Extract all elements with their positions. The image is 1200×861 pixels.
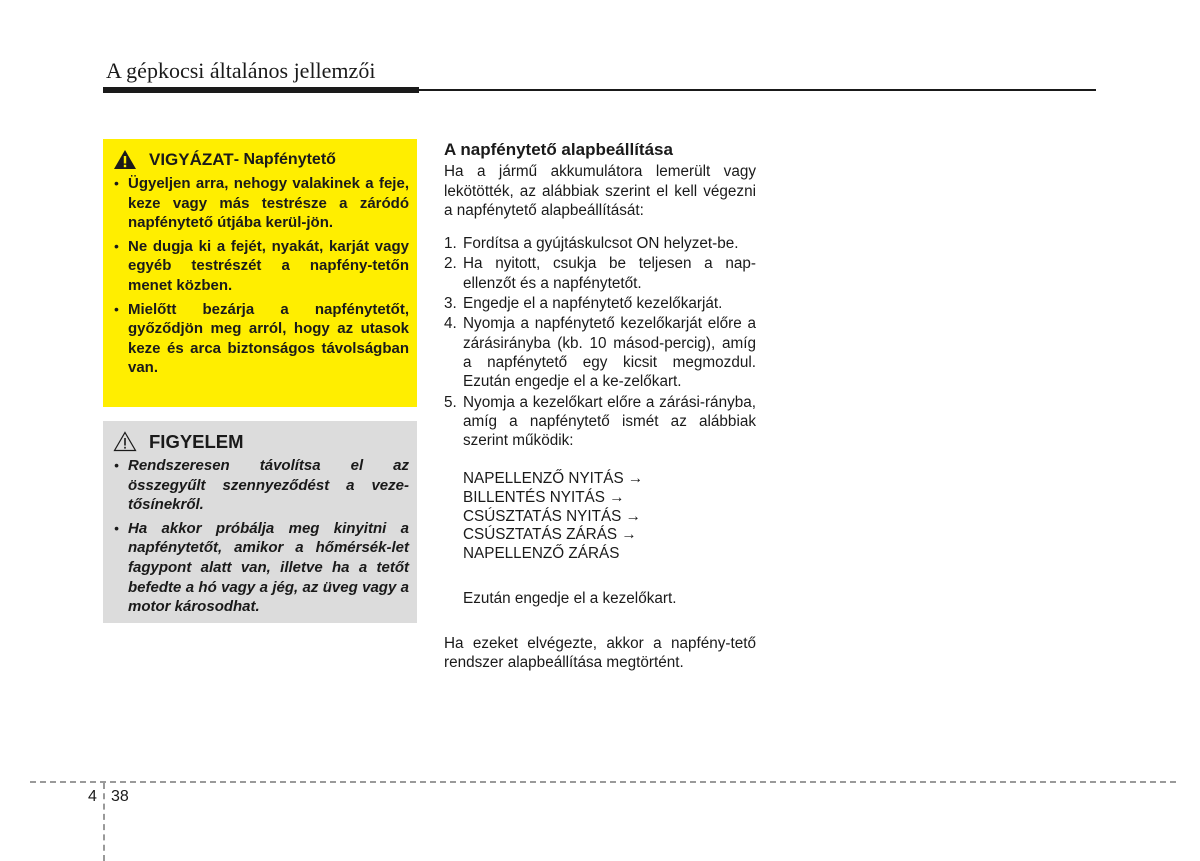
mode-line: NAPELLENZŐ NYITÁS → xyxy=(463,470,644,488)
caution-item: • Ha akkor próbálja meg kinyitni a napfénytetőt, amikor a hőmérsék-let fagypont alatt van, illetve ha a tetőt befedte a hó vagy a jég, az üveg vagy a motor károsodhat. xyxy=(113,519,409,617)
footer-vertical-dashed-rule xyxy=(103,783,105,861)
warning-item: • Mielőtt bezárja a napfénytetőt, győződjön meg arról, hogy az utasok keze és arca biztonságos távolságban van. xyxy=(113,300,409,378)
step-number: 4. xyxy=(444,315,457,333)
step-item xyxy=(444,393,756,451)
completion-note: Ha ezeket elvégezte, akkor a napfény-tető rendszer alapbeállítása megtörtént. xyxy=(444,634,756,672)
header-rule-thick xyxy=(103,87,419,93)
caution-box-title xyxy=(113,431,409,453)
header-rule-thin xyxy=(419,89,1096,91)
caution-title: FIGYELEM xyxy=(149,431,244,452)
warning-subtitle: - Napfénytető xyxy=(233,151,336,168)
release-instruction: Ezután engedje el a kezelőkart. xyxy=(463,590,677,608)
mode-line: CSÚSZTATÁS NYITÁS → xyxy=(463,507,641,525)
caution-item: • Rendszeresen távolítsa el az összegyűlt szennyeződést a veze-tősínekről. xyxy=(113,456,409,515)
step-item xyxy=(444,254,756,293)
mode-line: CSÚSZTATÁS ZÁRÁS → xyxy=(463,526,637,544)
footer-dashed-rule xyxy=(30,781,1176,783)
step-number: 5. xyxy=(444,393,457,411)
mode-line: BILLENTÉS NYITÁS → xyxy=(463,489,625,507)
page-header-title: A gépkocsi általános jellemzői xyxy=(106,58,376,83)
warning-list xyxy=(113,174,409,378)
page-number: 38 xyxy=(111,788,129,805)
step-item xyxy=(444,234,756,253)
reset-intro: Ha a jármű akkumulátora lemerült vagy lekötötték, az alábbiak szerint el kell végezni a napfénytető alapbeállítását: xyxy=(444,163,756,219)
warning-box xyxy=(103,139,417,407)
caution-list xyxy=(113,456,409,617)
step-text: Engedje el a napfénytető kezelőkarját. xyxy=(463,295,723,313)
warning-item: • Ne dugja ki a fejét, nyakát, karját vagy egyéb testrészét a napfény-tetőn menet közben. xyxy=(113,237,409,296)
step-text: Nyomja a napfénytető kezelőkarját előre a zárásirányba (kb. 10 másod-percig), amíg a napfénytető egy kicsit megmozdul. Ezután engedje el a ke-zelőkart. xyxy=(463,315,756,391)
step-text: Nyomja a kezelőkart előre a zárási-rányba, amíg a napfénytető ismét az alábbiak szerint működik: xyxy=(463,393,756,450)
mode-sequence xyxy=(463,470,756,563)
step-number: 2. xyxy=(444,255,457,273)
warning-triangle-icon xyxy=(113,149,139,171)
step-number: 3. xyxy=(444,295,457,313)
warning-box-title xyxy=(113,149,409,171)
reset-section xyxy=(444,140,756,672)
warning-item: • Ügyeljen arra, nehogy valakinek a feje, keze vagy más testrésze a záródó napfénytető útjába kerül-jön. xyxy=(113,174,409,233)
step-item xyxy=(444,314,756,391)
caution-triangle-icon xyxy=(113,431,139,453)
step-text: Ha nyitott, csukja be teljesen a nap-ellenzőt és a napfénytetőt. xyxy=(463,255,756,292)
mode-line: NAPELLENZŐ ZÁRÁS xyxy=(463,544,620,562)
reset-steps xyxy=(444,234,756,450)
step-item xyxy=(444,294,756,313)
reset-heading: A napfénytető alapbeállítása xyxy=(444,140,673,159)
step-number: 1. xyxy=(444,235,457,253)
step-text: Fordítsa a gyújtáskulcsot ON helyzet-be. xyxy=(463,235,739,253)
chapter-number: 4 xyxy=(88,788,97,805)
warning-title: VIGYÁZAT xyxy=(149,150,234,169)
caution-box xyxy=(103,421,417,623)
